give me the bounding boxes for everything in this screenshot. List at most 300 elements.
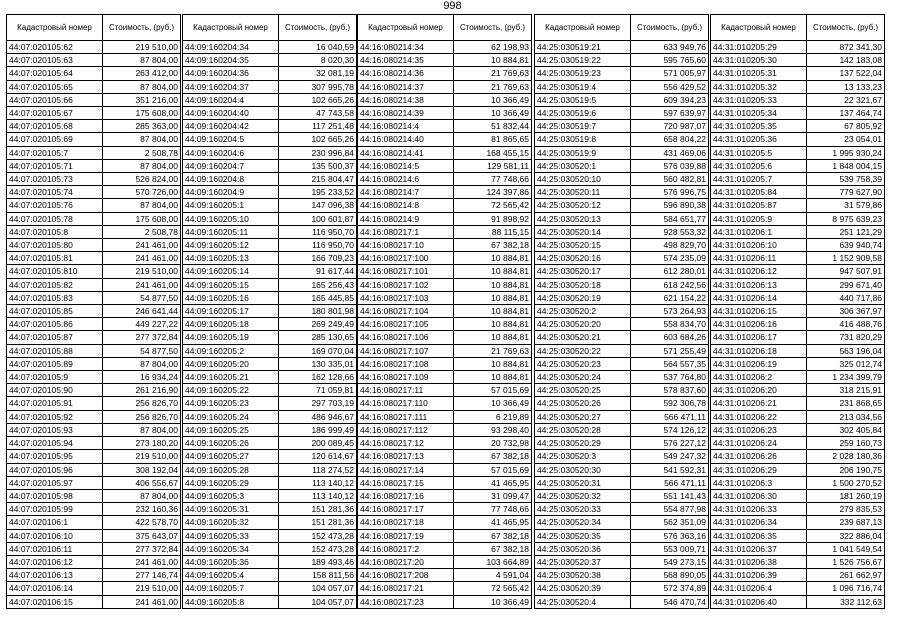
cost-cell: 558 834,70 bbox=[631, 318, 709, 331]
cadastral-number-cell: 44:16:080217:14 bbox=[358, 463, 454, 476]
table-row bbox=[358, 291, 532, 304]
table-row bbox=[7, 423, 181, 436]
cadastral-number-cell: 44:07:020105:96 bbox=[7, 463, 103, 476]
table-row bbox=[183, 595, 357, 608]
cadastral-number-cell: 44:31:010206:1 bbox=[711, 225, 807, 238]
cost-cell: 87 804,00 bbox=[103, 80, 181, 93]
cadastral-number-cell: 44:16:080217:2 bbox=[358, 542, 454, 555]
cadastral-number-cell: 44:16:080214:41 bbox=[358, 146, 454, 159]
table-row bbox=[183, 463, 357, 476]
cost-cell: 596 890,38 bbox=[631, 199, 709, 212]
table-row bbox=[183, 173, 357, 186]
cadastral-number-cell: 44:07:020105:81 bbox=[7, 252, 103, 265]
table-row bbox=[7, 397, 181, 410]
table-row bbox=[535, 212, 709, 225]
table-row bbox=[358, 93, 532, 106]
cost-cell: 180 801,98 bbox=[279, 305, 357, 318]
table-row bbox=[711, 344, 885, 357]
header-cost: Стоимость, (руб.) bbox=[807, 15, 885, 41]
cost-cell: 574 235,09 bbox=[631, 252, 709, 265]
cadastral-number-cell: 44:25:030520:11 bbox=[535, 186, 631, 199]
cost-cell: 351 216,00 bbox=[103, 93, 181, 106]
cadastral-number-cell: 44:07:020106:12 bbox=[7, 555, 103, 568]
cost-cell: 57 015,69 bbox=[454, 384, 532, 397]
table-row bbox=[183, 67, 357, 80]
cadastral-number-cell: 44:09:160205:1 bbox=[183, 199, 279, 212]
cost-cell: 576 227,12 bbox=[631, 437, 709, 450]
cadastral-number-cell: 44:16:080217:104 bbox=[358, 305, 454, 318]
cadastral-number-cell: 44:09:160205:11 bbox=[183, 225, 279, 238]
cost-cell: 566 471,11 bbox=[631, 476, 709, 489]
cadastral-number-cell: 44:09:160205:21 bbox=[183, 371, 279, 384]
table-row bbox=[535, 489, 709, 502]
cadastral-number-cell: 44:16:080217:107 bbox=[358, 344, 454, 357]
cadastral-number-cell: 44:31:010205:35 bbox=[711, 120, 807, 133]
cadastral-number-cell: 44:09:160205:28 bbox=[183, 463, 279, 476]
cost-cell: 560 482,81 bbox=[631, 173, 709, 186]
table-row bbox=[183, 371, 357, 384]
cost-table-4 bbox=[534, 14, 709, 609]
cost-cell: 241 461,00 bbox=[103, 555, 181, 568]
cadastral-number-cell: 44:16:080217:106 bbox=[358, 331, 454, 344]
table-row bbox=[7, 450, 181, 463]
table-row bbox=[183, 437, 357, 450]
cost-cell: 633 949,76 bbox=[631, 41, 709, 54]
cost-cell: 166 709,23 bbox=[279, 252, 357, 265]
cost-cell: 72 565,42 bbox=[454, 582, 532, 595]
table-row bbox=[535, 476, 709, 489]
table-row bbox=[358, 344, 532, 357]
cadastral-number-cell: 44:25:030520:13 bbox=[535, 212, 631, 225]
cost-cell: 62 198,93 bbox=[454, 41, 532, 54]
table-row bbox=[711, 212, 885, 225]
cadastral-number-cell: 44:07:020105:90 bbox=[7, 384, 103, 397]
cost-cell: 10 884,81 bbox=[454, 357, 532, 370]
cost-cell: 526 824,00 bbox=[103, 173, 181, 186]
table-row bbox=[7, 239, 181, 252]
cadastral-number-cell: 44:31:010206:37 bbox=[711, 542, 807, 555]
table-row bbox=[535, 146, 709, 159]
cadastral-number-cell: 44:16:080217:1 bbox=[358, 225, 454, 238]
table-row bbox=[7, 252, 181, 265]
cadastral-number-cell: 44:07:020105:91 bbox=[7, 397, 103, 410]
table-row bbox=[7, 107, 181, 120]
cadastral-number-cell: 44:31:010205:31 bbox=[711, 67, 807, 80]
cost-cell: 10 366,49 bbox=[454, 397, 532, 410]
cadastral-number-cell: 44:25:030519:4 bbox=[535, 80, 631, 93]
table-row bbox=[183, 503, 357, 516]
cost-cell: 21 769,63 bbox=[454, 344, 532, 357]
table-row bbox=[7, 503, 181, 516]
cost-cell: 31 579,86 bbox=[807, 199, 885, 212]
table-row bbox=[7, 146, 181, 159]
cadastral-number-cell: 44:31:010206:26 bbox=[711, 450, 807, 463]
cost-cell: 302 405,84 bbox=[807, 423, 885, 436]
cost-cell: 169 070,04 bbox=[279, 344, 357, 357]
table-row bbox=[7, 516, 181, 529]
table-row bbox=[183, 450, 357, 463]
table-row bbox=[535, 463, 709, 476]
table-row bbox=[535, 265, 709, 278]
cost-cell: 10 366,49 bbox=[454, 93, 532, 106]
table-row bbox=[7, 410, 181, 423]
header-cadastral-number: Кадастровый номер bbox=[711, 15, 807, 41]
cadastral-number-cell: 44:31:010206:18 bbox=[711, 344, 807, 357]
cadastral-number-cell: 44:16:080214:34 bbox=[358, 41, 454, 54]
cost-table bbox=[6, 14, 181, 609]
table-row bbox=[7, 67, 181, 80]
cadastral-number-cell: 44:07:020105:810 bbox=[7, 265, 103, 278]
cost-table-2 bbox=[182, 14, 357, 609]
cadastral-number-cell: 44:09:160205:32 bbox=[183, 516, 279, 529]
cost-cell: 241 461,00 bbox=[103, 239, 181, 252]
table-row bbox=[7, 357, 181, 370]
table-row bbox=[535, 41, 709, 54]
table-row bbox=[183, 344, 357, 357]
cost-cell: 10 884,81 bbox=[454, 54, 532, 67]
cost-cell: 639 940,74 bbox=[807, 239, 885, 252]
table-row bbox=[358, 41, 532, 54]
cost-cell: 71 059,81 bbox=[279, 384, 357, 397]
cadastral-number-cell: 44:07:020105:65 bbox=[7, 80, 103, 93]
table-row bbox=[183, 423, 357, 436]
cost-cell: 576 363,16 bbox=[631, 529, 709, 542]
table-row bbox=[535, 278, 709, 291]
cost-cell: 47 743,58 bbox=[279, 107, 357, 120]
cost-cell: 8 020,30 bbox=[279, 54, 357, 67]
table-row bbox=[358, 186, 532, 199]
cadastral-number-cell: 44:16:080214:5 bbox=[358, 159, 454, 172]
cadastral-number-cell: 44:07:020105:89 bbox=[7, 357, 103, 370]
cost-cell: 200 089,45 bbox=[279, 437, 357, 450]
cost-cell: 87 804,00 bbox=[103, 133, 181, 146]
table-row bbox=[7, 159, 181, 172]
cadastral-number-cell: 44:16:080214:4 bbox=[358, 120, 454, 133]
table-row bbox=[7, 186, 181, 199]
cost-cell: 277 372,84 bbox=[103, 542, 181, 555]
table-row bbox=[358, 555, 532, 568]
table-row bbox=[358, 529, 532, 542]
cadastral-number-cell: 44:16:080217:13 bbox=[358, 450, 454, 463]
cost-cell: 554 877,98 bbox=[631, 503, 709, 516]
table-row bbox=[711, 80, 885, 93]
table-row bbox=[358, 384, 532, 397]
cadastral-number-cell: 44:25:030520:2 bbox=[535, 305, 631, 318]
cost-cell: 51 832,44 bbox=[454, 120, 532, 133]
cost-cell: 88 115,15 bbox=[454, 225, 532, 238]
table-row bbox=[183, 146, 357, 159]
table-row bbox=[183, 489, 357, 502]
cadastral-number-cell: 44:31:010206:35 bbox=[711, 529, 807, 542]
table-row bbox=[183, 384, 357, 397]
cost-cell: 546 470,74 bbox=[631, 595, 709, 608]
cost-cell: 130 335,01 bbox=[279, 357, 357, 370]
cost-cell: 549 273,15 bbox=[631, 555, 709, 568]
cadastral-number-cell: 44:16:080214:37 bbox=[358, 80, 454, 93]
cost-cell: 10 884,81 bbox=[454, 305, 532, 318]
table-row bbox=[7, 569, 181, 582]
table-row bbox=[7, 476, 181, 489]
table-row bbox=[711, 159, 885, 172]
cost-cell: 928 553,32 bbox=[631, 225, 709, 238]
cadastral-number-cell: 44:09:160205:33 bbox=[183, 529, 279, 542]
cost-cell: 570 726,00 bbox=[103, 186, 181, 199]
cadastral-number-cell: 44:31:010206:15 bbox=[711, 305, 807, 318]
cost-cell: 566 471,11 bbox=[631, 410, 709, 423]
table-row bbox=[358, 318, 532, 331]
cost-cell: 10 884,81 bbox=[454, 331, 532, 344]
cost-cell: 375 643,07 bbox=[103, 529, 181, 542]
cost-cell: 124 397,86 bbox=[454, 186, 532, 199]
cadastral-number-cell: 44:09:160205:29 bbox=[183, 476, 279, 489]
table-row bbox=[711, 318, 885, 331]
cadastral-number-cell: 44:31:010206:19 bbox=[711, 357, 807, 370]
cadastral-number-cell: 44:31:010205:9 bbox=[711, 212, 807, 225]
cost-cell: 947 507,91 bbox=[807, 265, 885, 278]
table-row bbox=[358, 503, 532, 516]
cadastral-number-cell: 44:31:010206:3 bbox=[711, 476, 807, 489]
table-row bbox=[183, 555, 357, 568]
table-row bbox=[358, 489, 532, 502]
cadastral-number-cell: 44:16:080214:7 bbox=[358, 186, 454, 199]
cost-cell: 91 617,44 bbox=[279, 265, 357, 278]
cost-table bbox=[357, 14, 532, 609]
cost-cell: 87 804,00 bbox=[103, 423, 181, 436]
cadastral-number-cell: 44:31:010205:36 bbox=[711, 133, 807, 146]
cadastral-number-cell: 44:16:080217:102 bbox=[358, 278, 454, 291]
cost-cell: 104 057,07 bbox=[279, 582, 357, 595]
cost-cell: 10 366,49 bbox=[454, 595, 532, 608]
cadastral-number-cell: 44:31:010205:29 bbox=[711, 41, 807, 54]
cost-cell: 219 510,00 bbox=[103, 582, 181, 595]
table-row bbox=[183, 291, 357, 304]
cost-cell: 251 121,29 bbox=[807, 225, 885, 238]
cadastral-number-cell: 44:25:030520:18 bbox=[535, 278, 631, 291]
cost-cell: 872 341,30 bbox=[807, 41, 885, 54]
cadastral-number-cell: 44:09:160205:19 bbox=[183, 331, 279, 344]
cost-cell: 87 804,00 bbox=[103, 489, 181, 502]
cadastral-number-cell: 44:07:020105:99 bbox=[7, 503, 103, 516]
table-row bbox=[7, 173, 181, 186]
cadastral-number-cell: 44:25:030520:4 bbox=[535, 595, 631, 608]
cadastral-number-cell: 44:31:010206:10 bbox=[711, 239, 807, 252]
cadastral-number-cell: 44:09:160204:36 bbox=[183, 67, 279, 80]
table-row bbox=[535, 80, 709, 93]
cost-cell: 1 152 909,58 bbox=[807, 252, 885, 265]
cadastral-number-cell: 44:16:080217:100 bbox=[358, 252, 454, 265]
cadastral-number-cell: 44:25:030519:8 bbox=[535, 133, 631, 146]
cost-cell: 219 510,00 bbox=[103, 265, 181, 278]
table-row bbox=[535, 67, 709, 80]
table-row bbox=[7, 384, 181, 397]
table-row bbox=[183, 225, 357, 238]
cadastral-number-cell: 44:09:160204:9 bbox=[183, 186, 279, 199]
table-row bbox=[535, 93, 709, 106]
cost-cell: 165 445,85 bbox=[279, 291, 357, 304]
cadastral-number-cell: 44:07:020105:83 bbox=[7, 291, 103, 304]
cost-cell: 16 040,59 bbox=[279, 41, 357, 54]
table-row bbox=[7, 529, 181, 542]
table-row bbox=[358, 305, 532, 318]
table-row bbox=[711, 93, 885, 106]
table-row bbox=[535, 318, 709, 331]
cadastral-number-cell: 44:31:010206:17 bbox=[711, 331, 807, 344]
cadastral-number-cell: 44:16:080217:21 bbox=[358, 582, 454, 595]
table-row bbox=[358, 265, 532, 278]
table-row bbox=[183, 476, 357, 489]
cadastral-number-cell: 44:16:080214:8 bbox=[358, 199, 454, 212]
cost-cell: 10 884,81 bbox=[454, 371, 532, 384]
cadastral-number-cell: 44:09:160204:42 bbox=[183, 120, 279, 133]
table-row bbox=[535, 423, 709, 436]
cadastral-number-cell: 44:25:030520:23 bbox=[535, 357, 631, 370]
cost-cell: 720 987,07 bbox=[631, 120, 709, 133]
cost-cell: 571 255,49 bbox=[631, 344, 709, 357]
table-row bbox=[7, 437, 181, 450]
cadastral-number-cell: 44:07:020106:15 bbox=[7, 595, 103, 608]
cost-cell: 256 826,70 bbox=[103, 410, 181, 423]
table-row bbox=[711, 252, 885, 265]
cost-cell: 113 140,12 bbox=[279, 489, 357, 502]
cost-cell: 10 884,81 bbox=[454, 291, 532, 304]
cost-cell: 539 758,39 bbox=[807, 173, 885, 186]
table-row bbox=[711, 569, 885, 582]
header-cost: Стоимость, (руб.) bbox=[631, 15, 709, 41]
cost-cell: 621 154,22 bbox=[631, 291, 709, 304]
cost-cell: 147 096,38 bbox=[279, 199, 357, 212]
cadastral-number-cell: 44:07:020105:69 bbox=[7, 133, 103, 146]
table-row bbox=[711, 371, 885, 384]
table-row bbox=[7, 80, 181, 93]
cadastral-number-cell: 44:07:020105:64 bbox=[7, 67, 103, 80]
cost-cell: 93 298,40 bbox=[454, 423, 532, 436]
table-row bbox=[711, 463, 885, 476]
cadastral-number-cell: 44:25:030520:14 bbox=[535, 225, 631, 238]
table-row bbox=[711, 146, 885, 159]
cost-cell: 2 508,78 bbox=[103, 225, 181, 238]
table-row bbox=[358, 331, 532, 344]
cost-cell: 1 234 399,79 bbox=[807, 371, 885, 384]
cadastral-number-cell: 44:09:160205:3 bbox=[183, 489, 279, 502]
table-row bbox=[711, 239, 885, 252]
cadastral-number-cell: 44:07:020105:86 bbox=[7, 318, 103, 331]
cadastral-number-cell: 44:25:030519:9 bbox=[535, 146, 631, 159]
table-row bbox=[183, 80, 357, 93]
table-row bbox=[535, 529, 709, 542]
table-row bbox=[711, 173, 885, 186]
cost-cell: 285 363,00 bbox=[103, 120, 181, 133]
cost-cell: 21 769,63 bbox=[454, 67, 532, 80]
cadastral-number-cell: 44:09:160205:27 bbox=[183, 450, 279, 463]
table-row bbox=[7, 463, 181, 476]
table-row bbox=[711, 120, 885, 133]
table-row bbox=[711, 555, 885, 568]
header-cadastral-number: Кадастровый номер bbox=[183, 15, 279, 41]
cost-cell: 16 934,24 bbox=[103, 371, 181, 384]
table-row bbox=[358, 542, 532, 555]
cost-cell: 1 041 549,54 bbox=[807, 542, 885, 555]
cost-cell: 571 005,97 bbox=[631, 67, 709, 80]
cost-cell: 612 280,01 bbox=[631, 265, 709, 278]
cadastral-number-cell: 44:25:030520:33 bbox=[535, 503, 631, 516]
cost-cell: 189 493,46 bbox=[279, 555, 357, 568]
cost-cell: 41 465,95 bbox=[454, 516, 532, 529]
cost-cell: 239 687,13 bbox=[807, 516, 885, 529]
table-row bbox=[711, 265, 885, 278]
cost-cell: 597 639,97 bbox=[631, 107, 709, 120]
cost-cell: 592 306,78 bbox=[631, 397, 709, 410]
table-row bbox=[711, 542, 885, 555]
cost-cell: 21 769,63 bbox=[454, 80, 532, 93]
cadastral-number-cell: 44:31:010205:7 bbox=[711, 173, 807, 186]
table-row bbox=[7, 212, 181, 225]
table-row bbox=[535, 305, 709, 318]
table-row bbox=[358, 146, 532, 159]
cost-cell: 100 601,87 bbox=[279, 212, 357, 225]
table-row bbox=[711, 278, 885, 291]
cadastral-number-cell: 44:09:160205:18 bbox=[183, 318, 279, 331]
header-cost: Стоимость, (руб.) bbox=[103, 15, 181, 41]
cost-cell: 578 837,60 bbox=[631, 384, 709, 397]
table-row bbox=[358, 371, 532, 384]
cadastral-number-cell: 44:16:080217:10 bbox=[358, 239, 454, 252]
cadastral-number-cell: 44:25:030520:12 bbox=[535, 199, 631, 212]
table-row bbox=[358, 582, 532, 595]
cadastral-number-cell: 44:09:160205:24 bbox=[183, 410, 279, 423]
cost-table bbox=[182, 14, 357, 609]
cost-cell: 1 995 930,24 bbox=[807, 146, 885, 159]
cadastral-number-cell: 44:09:160205:20 bbox=[183, 357, 279, 370]
cost-cell: 595 765,60 bbox=[631, 54, 709, 67]
header-cadastral-number: Кадастровый номер bbox=[358, 15, 454, 41]
cadastral-number-cell: 44:09:160205:10 bbox=[183, 212, 279, 225]
cost-cell: 168 455,15 bbox=[454, 146, 532, 159]
page-number: 998 bbox=[443, 0, 462, 12]
table-row bbox=[358, 67, 532, 80]
cadastral-number-cell: 44:09:160205:8 bbox=[183, 595, 279, 608]
cost-cell: 6 219,89 bbox=[454, 410, 532, 423]
table-row bbox=[7, 133, 181, 146]
cadastral-number-cell: 44:25:030519:22 bbox=[535, 54, 631, 67]
cadastral-number-cell: 44:07:020105:8 bbox=[7, 225, 103, 238]
cadastral-number-cell: 44:07:020105:62 bbox=[7, 41, 103, 54]
cadastral-number-cell: 44:09:160204:34 bbox=[183, 41, 279, 54]
cadastral-number-cell: 44:31:010205:87 bbox=[711, 199, 807, 212]
table-row bbox=[183, 582, 357, 595]
table-row bbox=[711, 357, 885, 370]
cost-cell: 269 249,49 bbox=[279, 318, 357, 331]
cost-cell: 1 500 270,52 bbox=[807, 476, 885, 489]
header-cost: Стоимость, (руб.) bbox=[454, 15, 532, 41]
cadastral-number-cell: 44:25:030520:15 bbox=[535, 239, 631, 252]
cost-cell: 332 112,63 bbox=[807, 595, 885, 608]
cost-cell: 81 865,65 bbox=[454, 133, 532, 146]
cadastral-number-cell: 44:31:010206:2 bbox=[711, 371, 807, 384]
cadastral-number-cell: 44:09:160205:12 bbox=[183, 239, 279, 252]
table-row bbox=[535, 410, 709, 423]
cost-cell: 4 591,04 bbox=[454, 569, 532, 582]
cost-cell: 556 429,52 bbox=[631, 80, 709, 93]
table-row bbox=[358, 199, 532, 212]
table-row bbox=[711, 437, 885, 450]
cost-cell: 137 464,74 bbox=[807, 107, 885, 120]
cost-cell: 213 034,56 bbox=[807, 410, 885, 423]
table-row bbox=[358, 173, 532, 186]
cadastral-number-cell: 44:25:030520:25 bbox=[535, 384, 631, 397]
table-row bbox=[7, 318, 181, 331]
table-row bbox=[7, 199, 181, 212]
cadastral-number-cell: 44:31:010206:39 bbox=[711, 569, 807, 582]
